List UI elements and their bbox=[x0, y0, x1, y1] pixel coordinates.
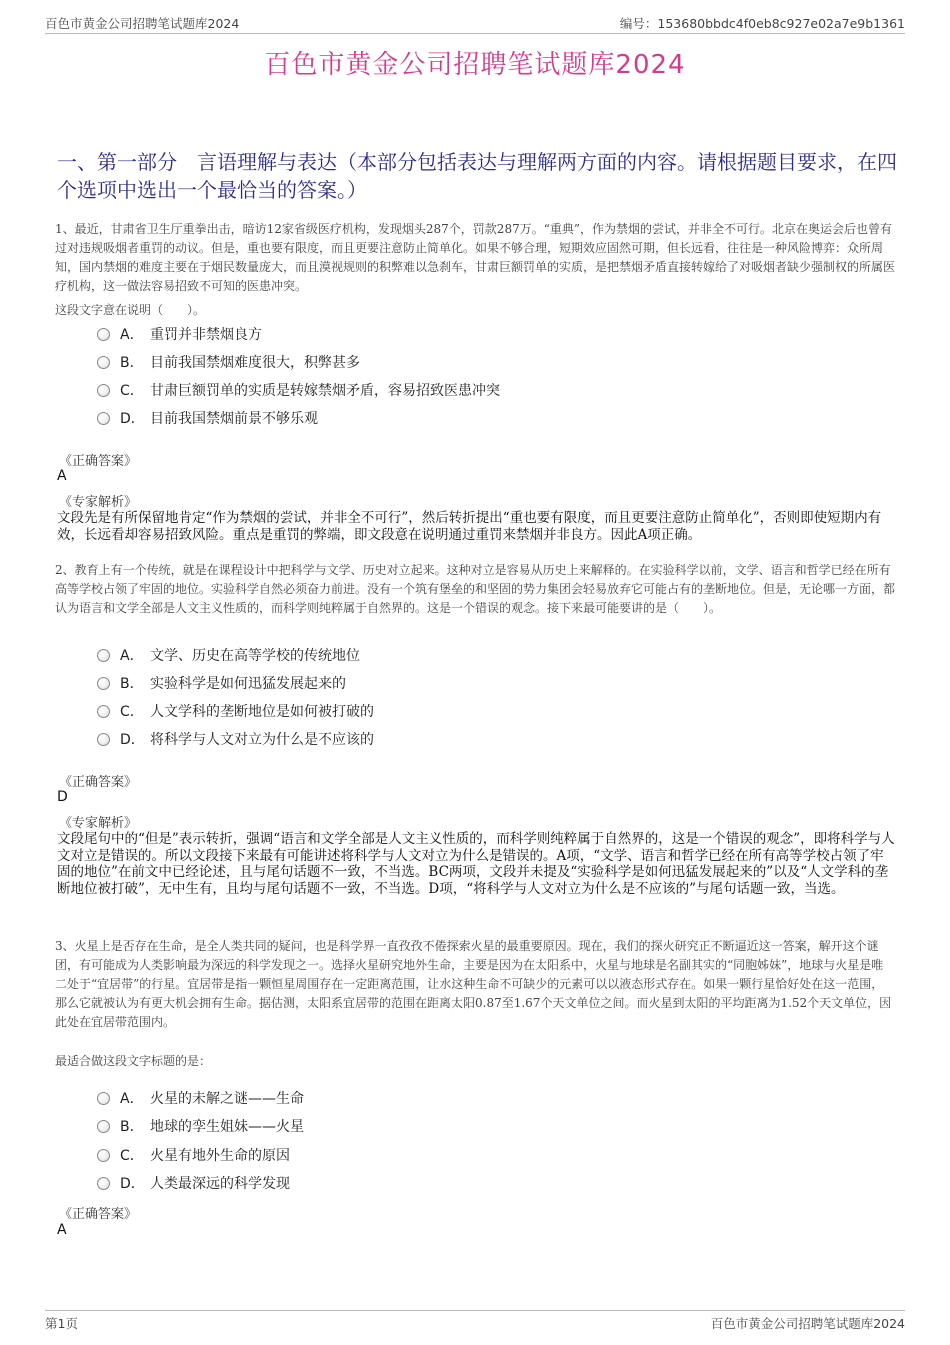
radio-icon[interactable] bbox=[97, 328, 110, 341]
footer-doc-title: 百色市黄金公司招聘笔试题库2024 bbox=[710, 1316, 905, 1331]
question-3-stem: 最适合做这段文字标题的是： bbox=[55, 1054, 212, 1068]
radio-icon[interactable] bbox=[97, 356, 110, 369]
q2-analysis: 文段尾句中的“但是”表示转折，强调“语言和文学全部是人文主义性质的，而科学则纯粹属于自然界的，这是一个错误的观念”，即将科学与人文对立是错误的。所以文段接下来最有可能讲述将科学与人文对立为什么是错误的。A项，“文学、语言和哲学已经在所有高等学校占领了牢固的地位”在前文中已经论述，且与尾句话题不一致，不当选。BC两项，文段并未提及“实验科学是如何迅猛发展起来的”以及“人文学科的垄断地位被打破”，无中生有，且均与尾句话题不一致，不当选。D项，“将科学与人文对立为什么是不应该的”与尾句话题一致，当选。 bbox=[57, 831, 895, 897]
radio-icon[interactable] bbox=[97, 705, 110, 718]
q2-option-d[interactable]: D． 将科学与人文对立为什么是不应该的 bbox=[97, 729, 374, 749]
question-1-stem: 这段文字意在说明（ ）。 bbox=[55, 303, 206, 317]
q1-answer: A bbox=[57, 468, 67, 484]
q3-option-b[interactable]: B． 地球的孪生姐妹——火星 bbox=[97, 1116, 304, 1136]
radio-icon[interactable] bbox=[97, 1177, 110, 1190]
radio-icon[interactable] bbox=[97, 649, 110, 662]
question-3-text: 3、火星上是否存在生命，是全人类共同的疑问，也是科学界一直孜孜不倦探索火星的最重要原因。现在，我们的探火研究正不断逼近这一答案，解开这个谜团，有可能成为人类影响最为深远的科学发现之一。选择火星研究地外生命，主要是因为在太阳系中，火星与地球是名副其实的“同胞姊妹”，地球与火星是唯二处于“宜居带”的行星。宜居带是指一颗恒星周围存在一定距离范围，让水这种生命不可缺少的元素可以以液态形式存在。如果一颗行星恰好处在这一范围，那么它就被认为有更大机会拥有生命。据估测，太阳系宜居带的范围在距离太阳0.87至1.67个天文单位之间。而火星到太阳的平均距离为1.52个天文单位，因此处在宜居带范围内。 bbox=[55, 939, 892, 1029]
q1-option-d[interactable]: D． 目前我国禁烟前景不够乐观 bbox=[97, 408, 318, 428]
radio-icon[interactable] bbox=[97, 1092, 110, 1105]
q2-answer: D bbox=[57, 789, 68, 805]
radio-icon[interactable] bbox=[97, 677, 110, 690]
radio-icon[interactable] bbox=[97, 1120, 110, 1133]
section-heading: 一、第一部分 言语理解与表达（本部分包括表达与理解两方面的内容。请根据题目要求，在四个选项中选出一个最恰当的答案。） bbox=[57, 150, 897, 202]
q2-option-c[interactable]: C． 人文学科的垄断地位是如何被打破的 bbox=[97, 701, 374, 721]
q1-answer-label: 《正确答案》 bbox=[59, 454, 138, 469]
header-doc-id: 编号：153680bbdc4f0eb8c927e02a7e9b1361 bbox=[619, 16, 905, 31]
header-doc-title: 百色市黄金公司招聘笔试题库2024 bbox=[45, 16, 240, 31]
header-divider bbox=[45, 33, 905, 34]
question-2-text: 2、教育上有一个传统，就是在课程设计中把科学与文学、历史对立起来。这种对立是容易从历史上来解释的。在实验科学以前，文学、语言和哲学已经在所有高等学校占领了牢固的地位。实验科学自然必须奋力前进。没有一个筑有堡垒的和坚固的势力集团会轻易放弃它可能占有的垄断地位。但是，无论哪一方面，都认为语言和文学全部是人文主义性质的，而科学则纯粹属于自然界的。这是一个错误的观念。接下来最可能要讲的是（ ）。 bbox=[55, 563, 896, 615]
q3-answer: A bbox=[57, 1222, 67, 1238]
q2-option-b[interactable]: B． 实验科学是如何迅猛发展起来的 bbox=[97, 673, 346, 693]
radio-icon[interactable] bbox=[97, 412, 110, 425]
q3-option-c[interactable]: C． 火星有地外生命的原因 bbox=[97, 1145, 290, 1165]
q1-option-a[interactable]: A． 重罚并非禁烟良方 bbox=[97, 324, 262, 344]
footer-divider bbox=[45, 1310, 905, 1311]
question-1-text: 1、最近，甘肃省卫生厅重拳出击，暗访12家省级医疗机构，发现烟头287个，罚款287万。“重典”，作为禁烟的尝试，并非全不可行。北京在奥运会后也曾有过对违规吸烟者重罚的动议。但是，重也要有限度，而且更要注意防止简单化。如果不够合理，短期效应固然可期，但长远看，往往是一种风险博弈：众所周知，国内禁烟的难度主要在于烟民数量庞大，而且漠视规则的积弊难以急刹车，甘肃巨额罚单的实质，是把禁烟矛盾直接转嫁给了对吸烟者缺少强制权的所属医疗机构，这一做法容易招致不可知的医患冲突。 bbox=[55, 222, 896, 293]
radio-icon[interactable] bbox=[97, 1149, 110, 1162]
q2-option-a[interactable]: A． 文学、历史在高等学校的传统地位 bbox=[97, 645, 360, 665]
q1-analysis-label: 《专家解析》 bbox=[59, 495, 138, 510]
page-number: 第1页 bbox=[45, 1316, 78, 1331]
radio-icon[interactable] bbox=[97, 384, 110, 397]
page-title: 百色市黄金公司招聘笔试题库2024 bbox=[264, 50, 686, 80]
q1-option-b[interactable]: B． 目前我国禁烟难度很大，积弊甚多 bbox=[97, 352, 360, 372]
q3-option-d[interactable]: D． 人类最深远的科学发现 bbox=[97, 1173, 290, 1193]
q2-answer-label: 《正确答案》 bbox=[59, 775, 138, 790]
q3-answer-label: 《正确答案》 bbox=[59, 1207, 138, 1222]
q1-option-c[interactable]: C． 甘肃巨额罚单的实质是转嫁禁烟矛盾，容易招致医患冲突 bbox=[97, 380, 500, 400]
q2-analysis-label: 《专家解析》 bbox=[59, 816, 138, 831]
q3-option-a[interactable]: A． 火星的未解之谜——生命 bbox=[97, 1088, 304, 1108]
page-header bbox=[45, 14, 905, 32]
q1-analysis: 文段先是有所保留地肯定“作为禁烟的尝试，并非全不可行”，然后转折提出“重也要有限度，而且更要注意防止简单化”，否则即使短期内有效，长远看却容易招致风险。重点是重罚的弊端，即文段意在说明通过重罚来禁烟并非良方。因此A项正确。 bbox=[57, 510, 882, 543]
radio-icon[interactable] bbox=[97, 733, 110, 746]
